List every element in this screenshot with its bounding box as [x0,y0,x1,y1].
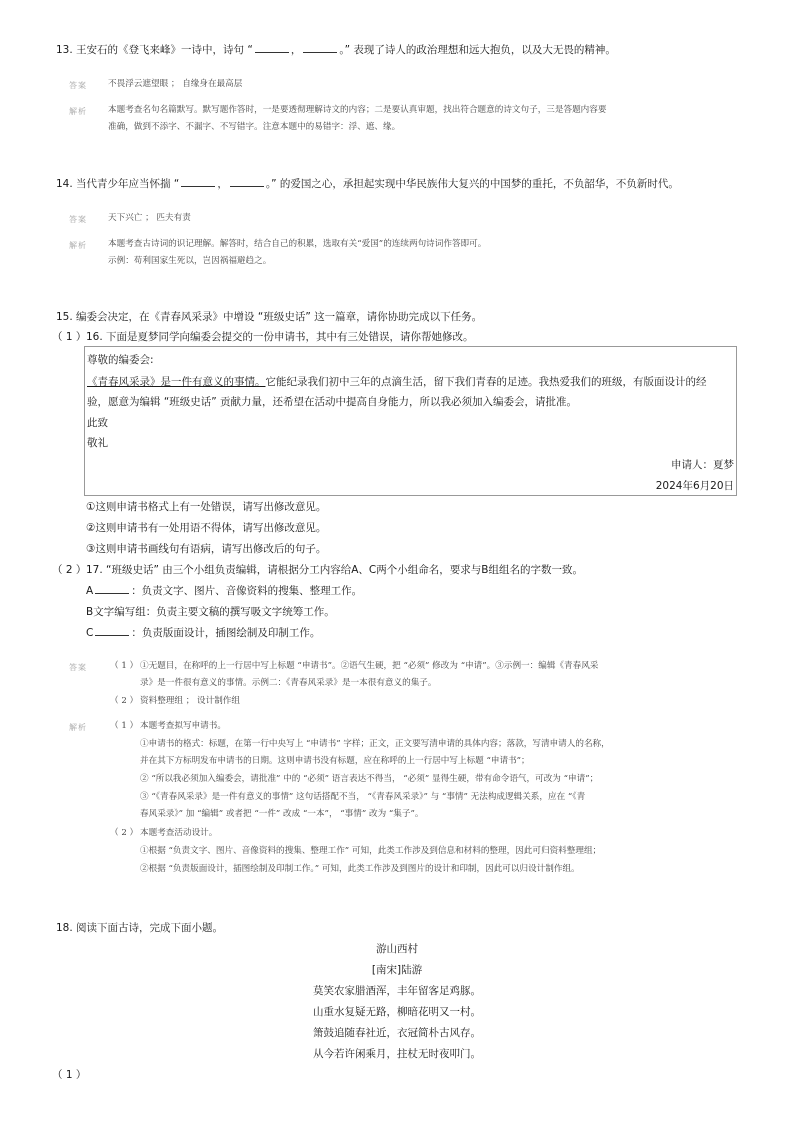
analysis-line: ② “所以我必须加入编委会，请批准” 中的 “必须” 语言表达不得当， “必须” 显得生硬，带有命令语气，可改为 “申请”； [140,774,599,784]
poem-author: [南宋]陆游 [371,964,423,976]
analysis-line: 春风采录》” 加 “编辑” 或者把 “一件” 改成 “一本”， “事情” 改为 “集子”。 [140,809,424,819]
letter-body-text: 它能纪录我们初中三年的点滴生活，留下我们青春的足迹。我热爱我们的班级，有版面设计的经 [265,376,707,388]
question-17-text: 17. “班级史话” 由三个小组负责编辑，请根据分工内容给A、C两个小组命名，要求与B组组名的字数一致。 [86,564,583,576]
letter-date: 2024年6月20日 [655,480,734,492]
poem-line: 从今若许闲乘月，拄杖无时夜叩门。 [313,1048,481,1060]
question-15-title: 15. 编委会决定，在《青春风采录》中增设 “班级史话” 这一篇章，请你协助完成以下任务。 [56,311,483,323]
analysis-line: ①申请书的格式：标题，在第一行中央写上 “申请书” 字样；正文，正文要写清申请的具体内容；落款，写清申请人的名称， [140,739,610,749]
answer-tag: 答案 [69,215,87,224]
question-13 [56,42,616,58]
analysis-tag: 解析 [69,107,87,116]
question-15-answer-line: 资料整理组 ； 设计制作组 [140,696,240,706]
question-18-title: 18. 阅读下面古诗，完成下面小题。 [56,922,224,934]
question-13-text-pre: 13. 王安石的《登飞来峰》一诗中，诗句 “ [56,44,253,56]
analysis-tag: 解析 [69,723,87,732]
part-1-number: （ 1 ） [52,331,87,343]
letter-body-line: 验，愿意为编辑 “班级史话” 贡献力量，还希望在活动中提高自身能力，所以我必须加入编委会，请批准。 [87,396,578,408]
analysis-heading: 本题考查拟写申请书。 [140,721,226,731]
group-c-line [86,625,320,641]
analysis-heading: 本题考查活动设计。 [140,828,218,838]
question-14-analysis-line: 示例：苟利国家生死以，岂因祸福避趋之。 [108,256,272,266]
group-a-desc: ：负责文字、图片、音像资料的搜集、整理工作。 [131,585,363,597]
analysis-part-number: （ 2 ） [110,828,139,838]
question-15-answer-line: ①无题目，在称呼的上一行居中写上标题 “申请书”。②语气生硬，把 “必须” 修改为 “申请”。③示例一：编辑《青春风采 [140,661,599,671]
question-13-answer: 不畏浮云遮望眼 ； 自缘身在最高层 [108,79,243,89]
sub-item: ③这则申请书画线句有语病，请写出修改后的句子。 [86,543,327,555]
question-14-answer: 天下兴亡 ； 匹夫有责 [108,213,191,223]
group-a-label: A [86,585,94,597]
question-14-text-post: 。” 的爱国之心，承担起实现中华民族伟大复兴的中国梦的重托，不负韶华，不负新时代。 [265,178,679,190]
analysis-line: 并在其下方标明发布申请书的日期。这则申请书没有标题，应在称呼的上一行居中写上标题 “申请书”； [140,756,530,766]
letter-signature: 申请人：夏梦 [671,459,734,471]
sub-item: ①这则申请书格式上有一处错误，请写出修改意见。 [86,501,327,513]
poem-line: 山重水复疑无路，柳暗花明又一村。 [313,1006,481,1018]
letter-closing: 敬礼 [87,437,108,449]
letter-greeting: 尊敬的编委会: [87,354,154,366]
question-14-text-pre: 14. 当代青少年应当怀揣 “ [56,178,180,190]
separator: ， [217,178,228,190]
blank [230,176,264,187]
group-c-label: C [86,627,94,639]
analysis-part-number: （ 1 ） [110,721,139,731]
letter-closing: 此致 [87,417,108,429]
question-18-part-number: （ 1 ） [52,1069,87,1081]
blank [303,42,337,53]
blank [181,176,215,187]
question-16-text: 16. 下面是夏梦同学向编委会提交的一份申请书，其中有三处错误，请你帮她修改。 [86,331,474,343]
answer-part-number: （ 1 ） [110,661,139,671]
group-a-line [86,583,362,599]
separator: ， [290,44,302,56]
analysis-line: ③ “《青春风采录》是一件有意义的事情” 这句话搭配不当， “《青春风采录》” 与 “事情” 无法构成逻辑关系，应在 “《青 [140,792,586,802]
analysis-line: ②根据 “负责版面设计，插图绘制及印制工作。” 可知，此类工作涉及到图片的设计和印制，因此可以归设计制作组。 [140,864,580,874]
letter-body-line [87,374,707,390]
analysis-line: ①根据 “负责文字、图片、音像资料的搜集、整理工作” 可知，此类工作涉及到信息和材料的整理，因此可归资料整理组； [140,846,602,856]
question-14-analysis-line: 本题考查古诗词的识记理解。解答时，结合自己的积累，选取有关“爱国”的连续两句诗词作答即可。 [108,239,487,249]
question-13-analysis-line: 本题考查名句名篇默写。默写题作答时，一是要透彻理解诗文的内容；二是要认真审题，找出符合题意的诗文句子，三是答题内容要 [108,105,607,115]
blank [95,583,129,594]
question-13-text-post: 。” 表现了诗人的政治理想和远大抱负，以及大无畏的精神。 [339,44,616,56]
poem-line: 莫笑农家腊酒浑，丰年留客足鸡豚。 [313,985,481,997]
poem-title: 游山西村 [376,943,418,955]
application-letter-box [84,346,737,496]
group-c-desc: ：负责版面设计，插图绘制及印制工作。 [131,627,321,639]
analysis-tag: 解析 [69,241,87,250]
question-14 [56,176,679,192]
group-b-line: B文字编写组：负责主要文稿的撰写吸文字统筹工作。 [86,606,335,618]
answer-tag: 答案 [69,663,87,672]
part-2-number: （ 2 ） [52,564,87,576]
underlined-sentence: 《青春风采录》是一件有意义的事情。 [87,376,266,388]
blank [95,625,129,636]
question-15-answer-line: 录》是一件很有意义的事情。示例二：《青春风采录》是一本很有意义的集子。 [140,678,437,688]
sub-item: ②这则申请书有一处用语不得体，请写出修改意见。 [86,522,327,534]
answer-part-number: （ 2 ） [110,696,139,706]
answer-tag: 答案 [69,81,87,90]
poem-line: 箫鼓追随春社近，衣冠简朴古风存。 [313,1027,481,1039]
question-13-analysis-line: 准确，做到不添字、不漏字、不写错字。注意本题中的易错字：浮、遮、缘。 [108,122,401,132]
blank [255,42,289,53]
